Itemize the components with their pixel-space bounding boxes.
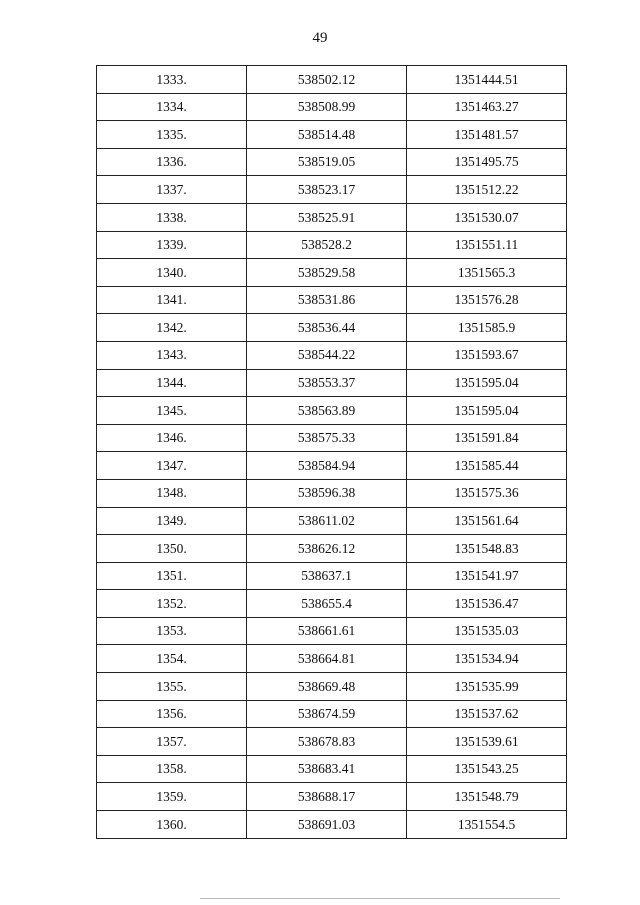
x-coordinate-cell: 538536.44 [247, 314, 407, 342]
point-number-cell: 1355. [97, 673, 247, 701]
x-coordinate-cell: 538584.94 [247, 452, 407, 480]
table-row [97, 479, 567, 507]
y-coordinate-cell: 1351539.61 [407, 728, 567, 756]
y-coordinate-cell: 1351512.22 [407, 176, 567, 204]
y-coordinate-cell: 1351495.75 [407, 148, 567, 176]
point-number-cell: 1342. [97, 314, 247, 342]
y-coordinate-cell: 1351561.64 [407, 507, 567, 535]
point-number-cell: 1353. [97, 617, 247, 645]
x-coordinate-cell: 538611.02 [247, 507, 407, 535]
page-number: 49 [312, 30, 328, 46]
y-coordinate-cell: 1351585.44 [407, 452, 567, 480]
point-number-cell: 1348. [97, 479, 247, 507]
y-coordinate-cell: 1351595.04 [407, 369, 567, 397]
y-coordinate-cell: 1351551.11 [407, 231, 567, 259]
x-coordinate-cell: 538544.22 [247, 341, 407, 369]
point-number-cell: 1341. [97, 286, 247, 314]
point-number-cell: 1357. [97, 728, 247, 756]
point-number-cell: 1343. [97, 341, 247, 369]
x-coordinate-cell: 538669.48 [247, 673, 407, 701]
x-coordinate-cell: 538523.17 [247, 176, 407, 204]
point-number-cell: 1347. [97, 452, 247, 480]
x-coordinate-cell: 538678.83 [247, 728, 407, 756]
point-number-cell: 1360. [97, 811, 247, 839]
table-row [97, 66, 567, 94]
x-coordinate-cell: 538661.61 [247, 617, 407, 645]
point-number-cell: 1333. [97, 66, 247, 94]
y-coordinate-cell: 1351576.28 [407, 286, 567, 314]
x-coordinate-cell: 538531.86 [247, 286, 407, 314]
table-row [97, 121, 567, 149]
x-coordinate-cell: 538519.05 [247, 148, 407, 176]
point-number-cell: 1339. [97, 231, 247, 259]
y-coordinate-cell: 1351444.51 [407, 66, 567, 94]
x-coordinate-cell: 538502.12 [247, 66, 407, 94]
table-row [97, 645, 567, 673]
x-coordinate-cell: 538514.48 [247, 121, 407, 149]
y-coordinate-cell: 1351535.03 [407, 617, 567, 645]
y-coordinate-cell: 1351591.84 [407, 424, 567, 452]
y-coordinate-cell: 1351530.07 [407, 203, 567, 231]
table-row [97, 452, 567, 480]
table-row [97, 314, 567, 342]
table-row [97, 259, 567, 287]
point-number-cell: 1334. [97, 93, 247, 121]
page-bottom-rule [200, 898, 560, 899]
y-coordinate-cell: 1351463.27 [407, 93, 567, 121]
point-number-cell: 1338. [97, 203, 247, 231]
table-row [97, 369, 567, 397]
table-row [97, 424, 567, 452]
x-coordinate-cell: 538688.17 [247, 783, 407, 811]
y-coordinate-cell: 1351534.94 [407, 645, 567, 673]
table-row [97, 562, 567, 590]
table-row [97, 535, 567, 563]
y-coordinate-cell: 1351554.5 [407, 811, 567, 839]
y-coordinate-cell: 1351535.99 [407, 673, 567, 701]
x-coordinate-cell: 538674.59 [247, 700, 407, 728]
x-coordinate-cell: 538525.91 [247, 203, 407, 231]
table-row [97, 617, 567, 645]
y-coordinate-cell: 1351548.83 [407, 535, 567, 563]
table-row [97, 728, 567, 756]
x-coordinate-cell: 538596.38 [247, 479, 407, 507]
table-row [97, 93, 567, 121]
table-row [97, 590, 567, 618]
y-coordinate-cell: 1351536.47 [407, 590, 567, 618]
point-number-cell: 1335. [97, 121, 247, 149]
table-row [97, 231, 567, 259]
point-number-cell: 1352. [97, 590, 247, 618]
point-number-cell: 1351. [97, 562, 247, 590]
table-row [97, 203, 567, 231]
table-row [97, 507, 567, 535]
point-number-cell: 1336. [97, 148, 247, 176]
point-number-cell: 1337. [97, 176, 247, 204]
x-coordinate-cell: 538655.4 [247, 590, 407, 618]
table-row [97, 700, 567, 728]
point-number-cell: 1344. [97, 369, 247, 397]
x-coordinate-cell: 538664.81 [247, 645, 407, 673]
y-coordinate-cell: 1351537.62 [407, 700, 567, 728]
table-body [97, 66, 567, 839]
table-row [97, 176, 567, 204]
y-coordinate-cell: 1351543.25 [407, 755, 567, 783]
y-coordinate-cell: 1351548.79 [407, 783, 567, 811]
y-coordinate-cell: 1351585.9 [407, 314, 567, 342]
point-number-cell: 1349. [97, 507, 247, 535]
table-row [97, 148, 567, 176]
table-row [97, 341, 567, 369]
y-coordinate-cell: 1351481.57 [407, 121, 567, 149]
point-number-cell: 1350. [97, 535, 247, 563]
table-row [97, 397, 567, 425]
x-coordinate-cell: 538683.41 [247, 755, 407, 783]
point-number-cell: 1345. [97, 397, 247, 425]
table-row [97, 755, 567, 783]
point-number-cell: 1356. [97, 700, 247, 728]
point-number-cell: 1359. [97, 783, 247, 811]
x-coordinate-cell: 538691.03 [247, 811, 407, 839]
point-number-cell: 1358. [97, 755, 247, 783]
y-coordinate-cell: 1351565.3 [407, 259, 567, 287]
coordinates-table [96, 65, 567, 839]
point-number-cell: 1354. [97, 645, 247, 673]
x-coordinate-cell: 538563.89 [247, 397, 407, 425]
x-coordinate-cell: 538637.1 [247, 562, 407, 590]
table-row [97, 673, 567, 701]
y-coordinate-cell: 1351541.97 [407, 562, 567, 590]
x-coordinate-cell: 538528.2 [247, 231, 407, 259]
y-coordinate-cell: 1351595.04 [407, 397, 567, 425]
table-row [97, 811, 567, 839]
table-row [97, 783, 567, 811]
y-coordinate-cell: 1351575.36 [407, 479, 567, 507]
x-coordinate-cell: 538553.37 [247, 369, 407, 397]
x-coordinate-cell: 538508.99 [247, 93, 407, 121]
point-number-cell: 1346. [97, 424, 247, 452]
x-coordinate-cell: 538626.12 [247, 535, 407, 563]
x-coordinate-cell: 538529.58 [247, 259, 407, 287]
y-coordinate-cell: 1351593.67 [407, 341, 567, 369]
point-number-cell: 1340. [97, 259, 247, 287]
x-coordinate-cell: 538575.33 [247, 424, 407, 452]
table-row [97, 286, 567, 314]
